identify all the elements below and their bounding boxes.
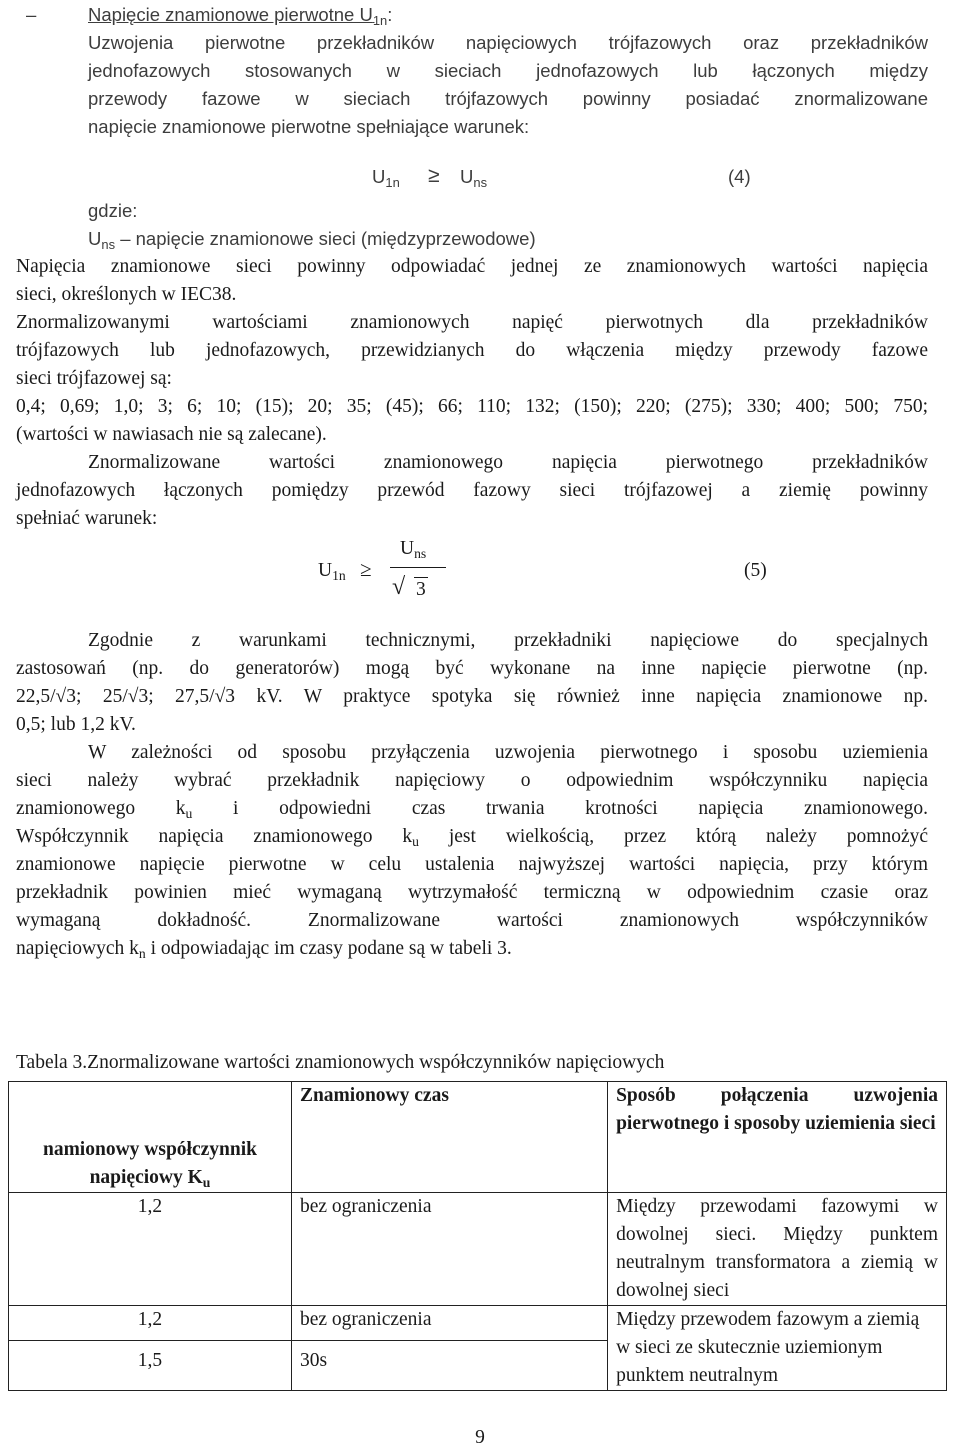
paragraph-line: napięciowych $k_n$ i odpowiadając im czasy podane są w tabeli 3. bbox=[16, 938, 512, 961]
paragraph-line: Napięcia znamionowe sieci powinny odpowiadać jednej ze znamionowych wartości napięcia bbox=[16, 256, 928, 277]
paragraph-line: zastosowań (np. do generatorów) mogą być wykonane na inne napięcie pierwotne (np. bbox=[16, 658, 928, 679]
paragraph-line: spełniać warunek: bbox=[16, 508, 158, 529]
paragraph-line: Współczynnik napięcia znamionowego $k_u$ jest wielkością, przez którą należy pomnożyć bbox=[16, 826, 929, 849]
paragraph-line: Znormalizowanymi wartościami znamionowych napięć pierwotnych dla przekładników bbox=[16, 312, 928, 333]
paragraph-line: trójfazowych lub jednofazowych, przewidzianych do włączenia między przewody fazowe bbox=[16, 340, 928, 361]
where-definition: $U_{ns}$ – napięcie znamionowe sieci (międzyprzewodowe) bbox=[88, 228, 536, 252]
paragraph-line: 22,5/√3; 25/√3; 27,5/√3 kV. W praktyce spotyka się również inne napięcia znamionowe np. bbox=[16, 686, 928, 707]
formula-4 bbox=[16, 163, 928, 191]
section-title-text: Napięcie znamionowe pierwotne $U_{1n}$ bbox=[88, 4, 388, 28]
paragraph-values bbox=[16, 253, 928, 449]
table-row bbox=[9, 1193, 947, 1306]
formula-rhs: $U_{ns}$ bbox=[460, 166, 488, 190]
paragraph-line: sieci trójfazowej są: bbox=[16, 368, 172, 389]
formula-lhs: $U_{1n}$ bbox=[372, 166, 400, 190]
table-caption: Tabela 3.Znormalizowane wartości znamionowych współczynników napięciowych bbox=[16, 1052, 665, 1073]
geq-symbol: ≥ bbox=[360, 557, 372, 581]
paragraph-line: sieci, określonych w IEC38. bbox=[16, 284, 237, 305]
cell-factor: 1,2 bbox=[9, 1306, 292, 1341]
paragraph-generators bbox=[16, 627, 928, 739]
where-label: gdzie: bbox=[88, 200, 138, 221]
paragraph-line: Zgodnie z warunkami technicznymi, przekładniki napięciowe do specjalnych bbox=[88, 630, 928, 651]
paragraph-line: przekładnik powinien mieć wymaganą wytrzymałość termiczną w odpowiednim czasie oraz bbox=[16, 882, 928, 903]
cell-connection: Między przewodem fazowym a ziemią w sieci ze skutecznie uziemionym punktem neutralnym bbox=[608, 1306, 947, 1391]
paragraph-line: znamionowego $k_u$ i odpowiedni czas trwania krotności napięcia znamionowego. bbox=[16, 798, 928, 821]
fraction-denominator: 3 bbox=[416, 579, 426, 600]
paragraph-line: jednofazowych łączonych pomiędzy przewód fazowy sieci trójfazowej a ziemię powinny bbox=[16, 480, 928, 501]
formula-lhs: $U_{1n}$ bbox=[318, 560, 346, 583]
cell-factor: 1,2 bbox=[9, 1193, 292, 1306]
header-connection: Sposób połączenia uzwojenia pierwotnego i sposoby uziemienia sieci bbox=[608, 1082, 947, 1193]
formula-number: (5) bbox=[744, 560, 767, 581]
formula-number: (4) bbox=[728, 166, 751, 187]
paragraph-line: 0,5; lub 1,2 kV. bbox=[16, 714, 136, 735]
section-primary-voltage bbox=[16, 1, 928, 141]
table-header-row bbox=[9, 1082, 947, 1193]
table-row bbox=[9, 1306, 947, 1341]
paragraph-line: jednofazowych stosowanych w sieciach jednofazowych lub łączonych między bbox=[88, 60, 928, 81]
page-number: 9 bbox=[475, 1427, 485, 1448]
paragraph-single-phase bbox=[16, 449, 928, 533]
voltage-values-list: 0,4; 0,69; 1,0; 3; 6; 10; (15); 20; 35; (45); 66; 110; 132; (150); 220; (275); 330; 400; 500; 750; bbox=[16, 396, 928, 417]
sqrt-symbol: √ bbox=[392, 574, 406, 600]
cell-time: 30s bbox=[291, 1341, 607, 1391]
voltage-factor-table bbox=[8, 1081, 947, 1391]
paragraph-line: Uzwojenia pierwotne przekładników napięciowych trójfazowych oraz przekładników bbox=[88, 32, 928, 53]
document-page bbox=[16, 0, 938, 1391]
paragraph-line: (wartości w nawiasach nie są zalecane). bbox=[16, 424, 327, 445]
section-title: Napięcie znamionowe pierwotne $U_{1n}$: bbox=[88, 4, 393, 28]
paragraph-line: znamionowe napięcie pierwotne w celu ustalenia najwyższej wartości napięcia, przy którym bbox=[16, 854, 928, 875]
formula-5 bbox=[16, 537, 928, 615]
fraction-numerator: $U_{ns}$ bbox=[400, 538, 427, 561]
paragraph-line: przewody fazowe w sieciach trójfazowych powinny posiadać znormalizowane bbox=[88, 88, 928, 109]
paragraph-line: Znormalizowane wartości znamionowego napięcia pierwotnego przekładników bbox=[88, 452, 928, 473]
cell-connection: Między przewodami fazowymi w dowolnej sieci. Między punktem neutralnym transformatora a ziemią w dowolnej sieci bbox=[608, 1193, 947, 1306]
dash-bullet: – bbox=[26, 4, 37, 25]
header-factor: namionowy współczynnik napięciowy $K_u$ bbox=[9, 1082, 292, 1193]
where-block bbox=[16, 197, 928, 253]
header-time: Znamionowy czas bbox=[291, 1082, 607, 1193]
paragraph-line: sieci należy wybrać przekładnik napięciowy o odpowiednim współczynniku napięcia bbox=[16, 770, 928, 791]
paragraph-line: napięcie znamionowe pierwotne spełniające warunek: bbox=[88, 116, 530, 137]
geq-symbol: ≥ bbox=[428, 164, 440, 187]
cell-time: bez ograniczenia bbox=[291, 1193, 607, 1306]
cell-factor: 1,5 bbox=[9, 1341, 292, 1391]
paragraph-line: W zależności od sposobu przyłączenia uzwojenia pierwotnego i sposobu uziemienia bbox=[88, 742, 928, 763]
paragraph-voltage-factor bbox=[16, 739, 928, 963]
fraction-bar bbox=[390, 567, 446, 568]
cell-time: bez ograniczenia bbox=[291, 1306, 607, 1341]
paragraph-line: wymaganą dokładność. Znormalizowane wartości znamionowych współczynników bbox=[16, 910, 928, 931]
